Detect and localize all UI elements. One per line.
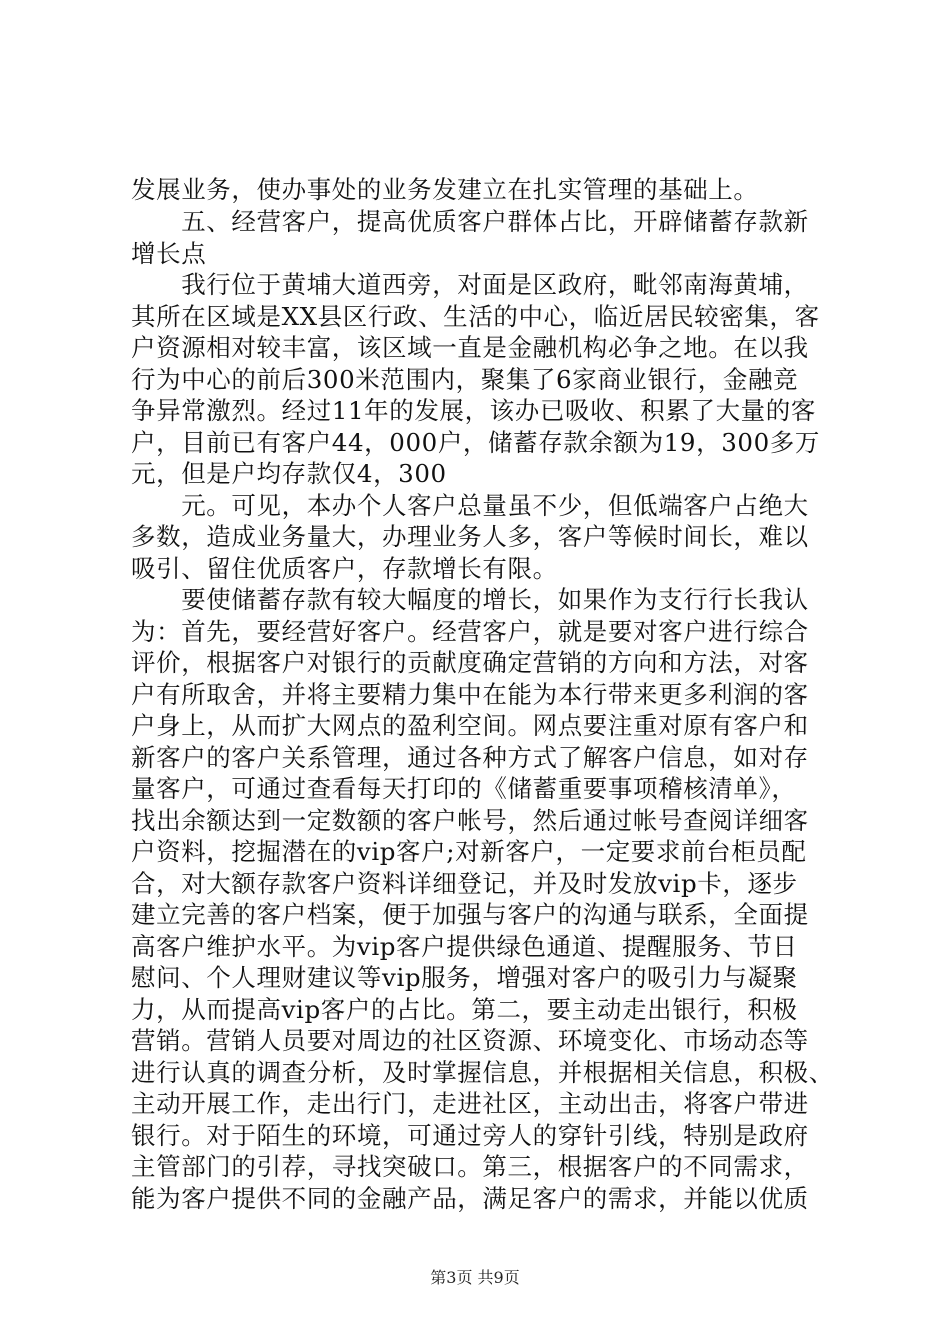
text-line: 新客户的客户关系管理，通过各种方式了解客户信息，如对存 xyxy=(131,743,809,772)
text-line: 争异常激烈。经过11年的发展，该办已吸收、积累了大量的客 xyxy=(131,396,816,425)
text-line: 户资源相对较丰富，该区域一直是金融机构必争之地。在以我 xyxy=(131,333,809,362)
text-line: 慰问、个人理财建议等vip服务，增强对客户的吸引力与凝聚 xyxy=(131,963,798,992)
text-line: 合，对大额存款客户资料详细登记，并及时发放vip卡，逐步 xyxy=(131,869,798,898)
text-line: 营销。营销人员要对周边的社区资源、环境变化、市场动态等 xyxy=(131,1026,809,1055)
text-line: 高客户维护水平。为vip客户提供绿色通道、提醒服务、节日 xyxy=(131,932,798,961)
text-line: 主管部门的引荐，寻找突破口。第三，根据客户的不同需求， xyxy=(131,1152,809,1181)
text-line: 能为客户提供不同的金融产品，满足客户的需求，并能以优质 xyxy=(131,1184,809,1213)
text-line: 五、经营客户，提高优质客户群体占比，开辟储蓄存款新 xyxy=(131,207,809,236)
text-line: 吸引、留住优质客户，存款增长有限。 xyxy=(131,554,558,583)
text-line: 银行。对于陌生的环境，可通过旁人的穿针引线，特别是政府 xyxy=(131,1121,809,1150)
text-line: 户，目前已有客户44，000户，储蓄存款余额为19，300多万 xyxy=(131,428,820,457)
text-line: 元。可见，本办个人客户总量虽不少，但低端客户占绝大 xyxy=(131,491,809,520)
page-number-footer: 第3页 共9页 xyxy=(430,1268,520,1287)
text-line: 主动开展工作，走出行门，走进社区，主动出击，将客户带进 xyxy=(131,1089,809,1118)
text-line: 增长点 xyxy=(131,239,207,268)
text-line: 行为中心的前后300米范围内，聚集了6家商业银行，金融竞 xyxy=(131,365,799,394)
text-line: 元，但是户均存款仅4，300 xyxy=(131,459,447,488)
text-line: 多数，造成业务量大，办理业务人多，客户等候时间长，难以 xyxy=(131,522,809,551)
text-line: 要使储蓄存款有较大幅度的增长，如果作为支行行长我认 xyxy=(131,585,809,614)
text-line: 建立完善的客户档案，便于加强与客户的沟通与联系，全面提 xyxy=(131,900,809,929)
text-line: 评价，根据客户对银行的贡献度确定营销的方向和方法，对客 xyxy=(131,648,809,677)
text-line: 力，从而提高vip客户的占比。第二，要主动走出银行，积极 xyxy=(131,995,798,1024)
text-line: 量客户，可通过查看每天打印的《储蓄重要事项稽核清单》， xyxy=(131,774,797,803)
text-line: 其所在区域是XX县区行政、生活的中心，临近居民较密集，客 xyxy=(131,302,820,331)
text-line: 进行认真的调查分析，及时掌握信息，并根据相关信息，积极、 xyxy=(131,1058,834,1087)
text-line: 发展业务，使办事处的业务发建立在扎实管理的基础上。 xyxy=(131,175,759,204)
text-line: 户资料，挖掘潜在的vip客户;对新客户，一定要求前台柜员配 xyxy=(131,837,807,866)
text-line: 找出余额达到一定数额的客户帐号，然后通过帐号查阅详细客 xyxy=(131,806,809,835)
text-line: 我行位于黄埔大道西旁，对面是区政府，毗邻南海黄埔， xyxy=(131,270,809,299)
text-line: 为：首先，要经营好客户。经营客户，就是要对客户进行综合 xyxy=(131,617,809,646)
text-line: 户身上，从而扩大网点的盈利空间。网点要注重对原有客户和 xyxy=(131,711,809,740)
text-line: 户有所取舍，并将主要精力集中在能为本行带来更多利润的客 xyxy=(131,680,809,709)
